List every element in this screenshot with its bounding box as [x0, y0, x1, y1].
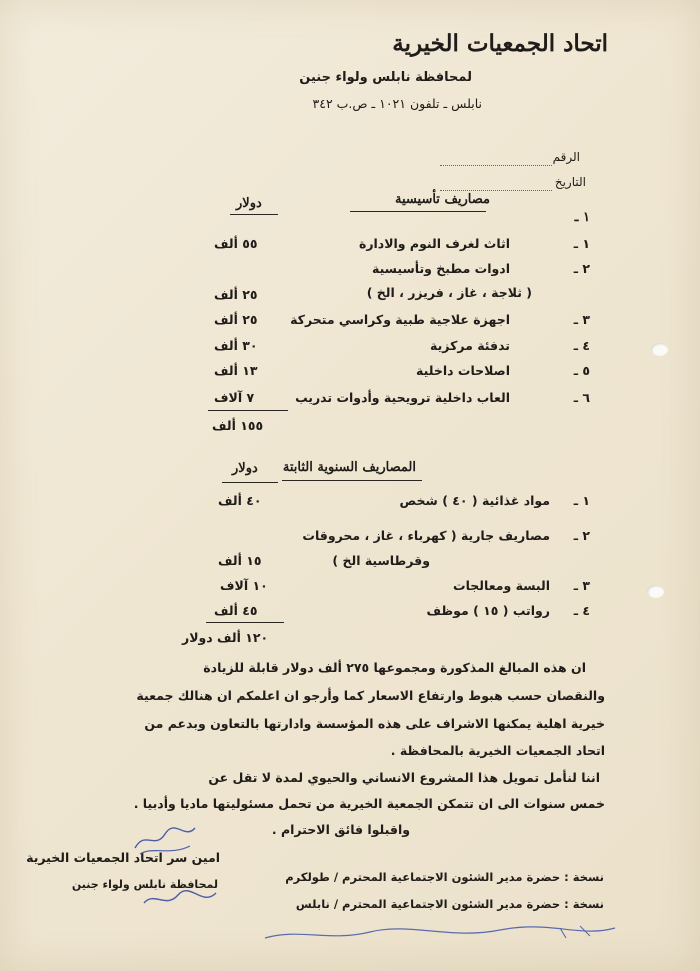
- handwritten-signature-1: [130, 820, 200, 860]
- s2-row2-text: مصاريف جارية ( كهرباء ، غاز ، محروقات: [302, 528, 550, 543]
- s1-row4-amount: ٢٥ ألف: [214, 312, 258, 327]
- s2-row1-text: مواد غذائية ( ٤٠ ) شخص: [399, 493, 550, 508]
- section2-currency-underline: [222, 482, 278, 483]
- section2-total: ١٢٠ ألف دولار: [182, 630, 269, 645]
- section1-currency: دولار: [236, 196, 262, 211]
- closing: واقبلوا فائق الاحترام .: [271, 822, 410, 837]
- number-line: [440, 165, 552, 166]
- s1-row1-num: ١ ـ: [573, 236, 590, 251]
- section1-currency-underline: [230, 214, 278, 215]
- number-label: الرقم: [552, 150, 580, 164]
- s1-row1-text: اثاث لغرف النوم والادارة: [358, 236, 510, 251]
- section1-total: ١٥٥ ألف: [212, 418, 264, 433]
- body-line-6: خمس سنوات الى ان تتمكن الجمعية الخيرية من تحمل مسئوليتها ماديا وأدبيا .: [133, 796, 605, 811]
- body-line-3: خيرية اهلية يمكنها الاشراف على هذه المؤسسة وادارتها بالتعاون وبدعم من: [144, 716, 605, 731]
- copy-line-2: نسخة : حضرة مدير الشئون الاجتماعية المحترم / نابلس: [295, 897, 604, 911]
- handwritten-signature-2: [140, 885, 220, 915]
- body-line-1: ان هذه المبالغ المذكورة ومجموعها ٢٧٥ ألف دولار قابلة للزيادة: [203, 660, 586, 675]
- body-line-5: اننا لنأمل تمويل هذا المشروع الانساني والحيوي لمدة لا تقل عن: [208, 770, 600, 785]
- s2-row5-text: رواتب ( ١٥ ) موظف: [426, 603, 550, 618]
- s2-row3-text: وقرطاسية الخ ): [332, 553, 430, 568]
- s1-row7-amount: ٧ آلاف: [214, 390, 255, 405]
- date-label: التاريخ: [554, 175, 586, 189]
- signature-region: لمحافظة نابلس ولواء جنين: [71, 878, 218, 891]
- s1-row6-text: اصلاحات داخلية: [416, 363, 510, 378]
- section2-total-rule: [206, 622, 284, 623]
- section1-title: مصاريف تأسيسية: [395, 192, 490, 207]
- s1-row4-num: ٣ ـ: [573, 312, 590, 327]
- punch-hole-bottom: [647, 585, 664, 598]
- section1-total-rule: [208, 410, 288, 411]
- body-line-4: اتحاد الجمعيات الخيرية بالمحافظة .: [390, 743, 605, 758]
- s2-row4-amount: ١٠ آلاف: [220, 578, 268, 593]
- handwritten-note: [260, 918, 620, 948]
- s2-row4-num: ٣ ـ: [573, 578, 590, 593]
- s2-row1-num: ١ ـ: [573, 493, 590, 508]
- s2-row2-num: ٢ ـ: [573, 528, 590, 543]
- signature-title: امين سر اتحاد الجمعيات الخيرية: [26, 850, 220, 865]
- s2-row3-amount: ١٥ ألف: [218, 553, 262, 568]
- s1-row7-num: ٦ ـ: [573, 390, 590, 405]
- s1-row2-num: ٢ ـ: [573, 261, 590, 276]
- s1-row4-text: اجهزة علاجية طبية وكراسي متحركة: [290, 312, 510, 327]
- s1-row2-text: ادوات مطبخ وتأسيسية: [371, 261, 510, 276]
- s2-row5-num: ٤ ـ: [573, 603, 590, 618]
- s1-row5-amount: ٣٠ ألف: [214, 338, 258, 353]
- date-line: [440, 190, 552, 191]
- s1-row7-text: العاب داخلية ترويحية وأدوات تدريب: [295, 390, 510, 405]
- s1-row1-amount: ٥٥ ألف: [214, 236, 258, 251]
- section2-title-underline: [282, 480, 422, 481]
- s1-row6-num: ٥ ـ: [573, 363, 590, 378]
- punch-hole-top: [651, 343, 668, 356]
- s2-row1-amount: ٤٠ ألف: [218, 493, 262, 508]
- section1-title-underline: [350, 211, 486, 212]
- s2-row5-amount: ٤٥ ألف: [214, 603, 258, 618]
- s1-row3-amount: ٢٥ ألف: [214, 287, 258, 302]
- org-region: لمحافظة نابلس ولواء جنين: [299, 70, 472, 85]
- section2-title: المصاريف السنوية الثابتة: [282, 460, 416, 475]
- section1-index: ١ ـ: [574, 210, 590, 225]
- org-name: اتحاد الجمعيات الخيرية: [392, 30, 608, 57]
- body-line-2: والنقصان حسب هبوط وارتفاع الاسعار كما وأرجو ان اعلمكم ان هنالك جمعية: [136, 688, 605, 703]
- s1-row5-num: ٤ ـ: [573, 338, 590, 353]
- section2-currency: دولار: [232, 461, 258, 476]
- copy-line-1: نسخة : حضرة مدير الشئون الاجتماعية المحترم / طولكرم: [285, 870, 604, 884]
- s2-row4-text: البسة ومعالجات: [453, 578, 550, 593]
- s1-row5-text: تدفئة مركزية: [430, 338, 510, 353]
- org-contact: نابلس ـ تلفون ١٠٢١ ـ ص.ب ٣٤٢: [312, 96, 482, 111]
- s1-row6-amount: ١٣ ألف: [214, 363, 258, 378]
- s1-row3-text: ( ثلاجة ، غاز ، فريزر ، الخ ): [366, 285, 532, 300]
